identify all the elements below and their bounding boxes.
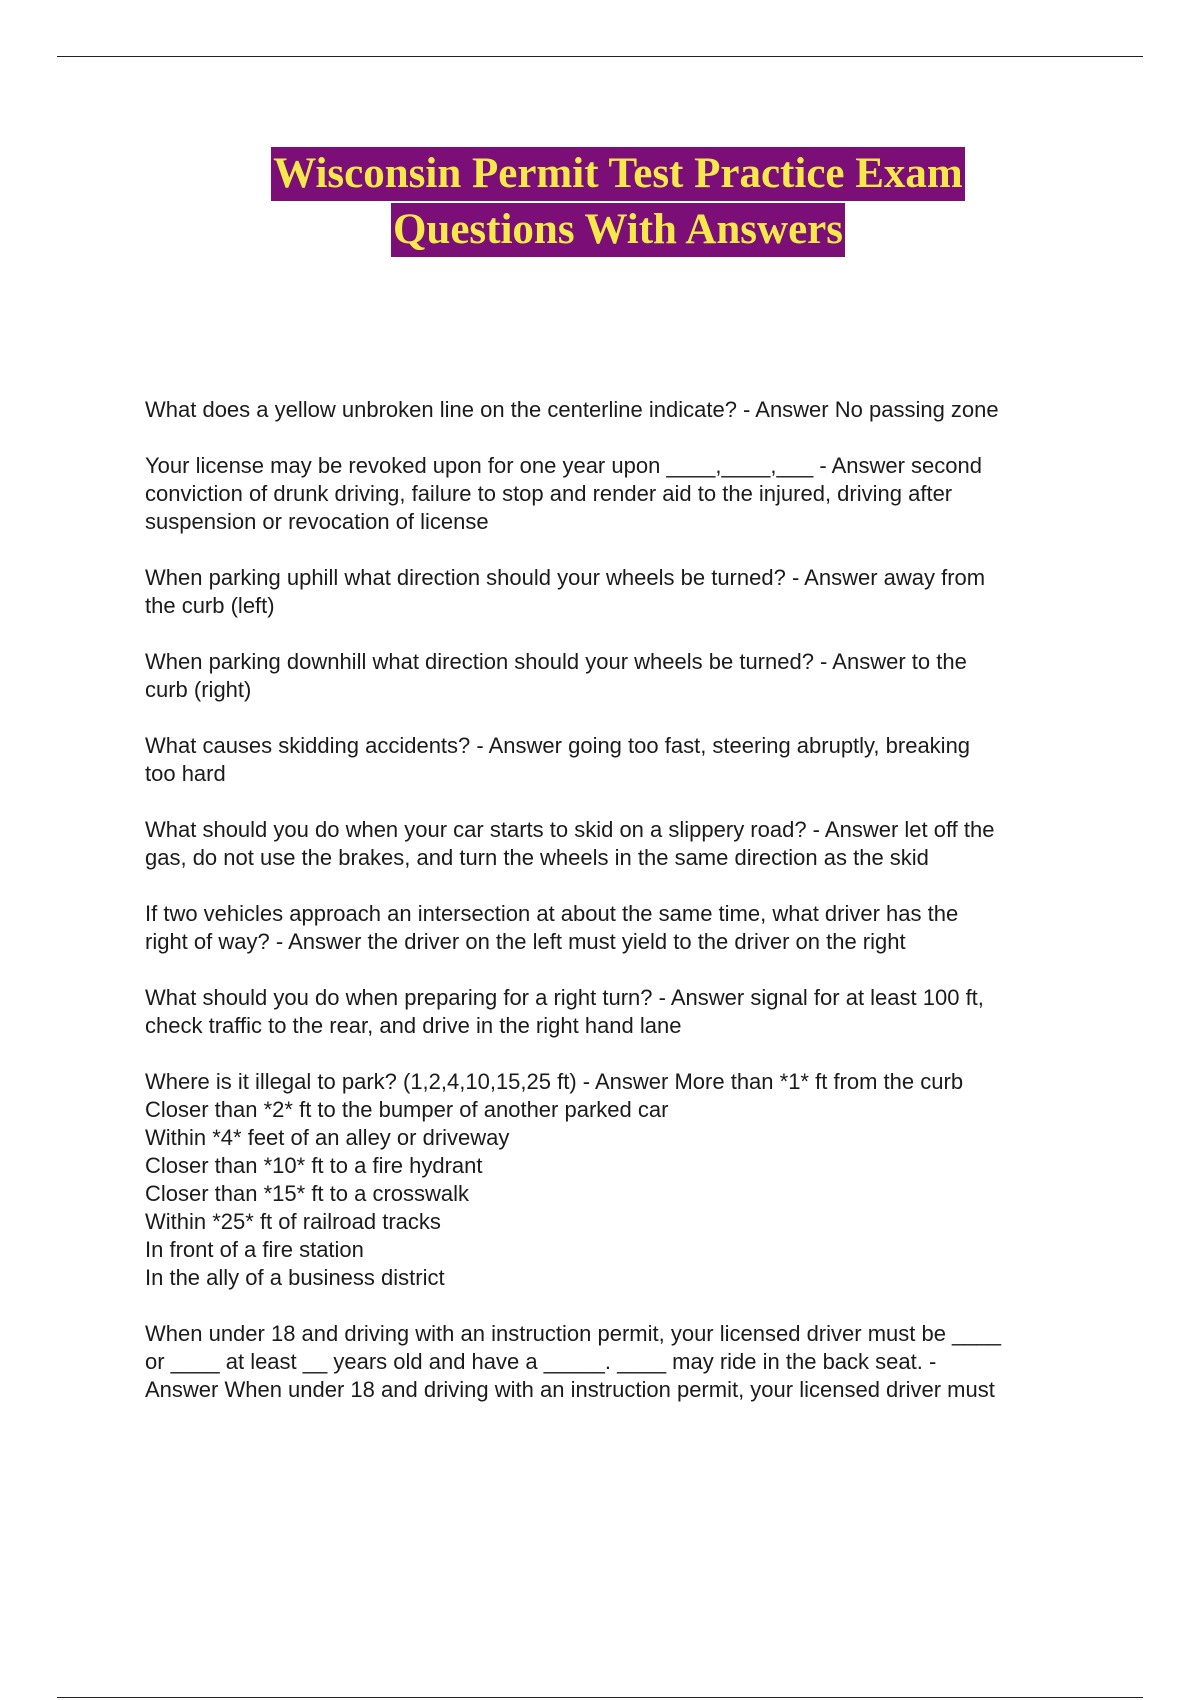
qa-text-line: Closer than *10* ft to a fire hydrant	[145, 1153, 483, 1178]
qa-item	[145, 984, 1095, 1040]
qa-text-line: Within *4* feet of an alley or driveway	[145, 1125, 510, 1150]
qa-text-line: Where is it illegal to park? (1,2,4,10,15,25 ft) - Answer More than *1* ft from the curb	[145, 1069, 964, 1094]
qa-item	[145, 1320, 1095, 1404]
qa-text-line: What does a yellow unbroken line on the centerline indicate? - Answer No passing zone	[145, 397, 999, 422]
qa-text-line: gas, do not use the brakes, and turn the wheels in the same direction as the skid	[145, 845, 929, 870]
qa-item	[145, 648, 1095, 704]
document-title	[0, 146, 1200, 258]
qa-text-line: check traffic to the rear, and drive in the right hand lane	[145, 1013, 682, 1038]
qa-text-line: When under 18 and driving with an instruction permit, your licensed driver must be ____	[145, 1321, 1002, 1346]
qa-text-line: Closer than *2* ft to the bumper of another parked car	[145, 1097, 669, 1122]
qa-text-line: When parking uphill what direction should your wheels be turned? - Answer away from	[145, 565, 986, 590]
qa-text-line: curb (right)	[145, 677, 252, 702]
qa-item	[145, 452, 1095, 536]
qa-text-line: In the ally of a business district	[145, 1265, 445, 1290]
qa-text-line: In front of a fire station	[145, 1237, 364, 1262]
qa-text-line: Answer When under 18 and driving with an instruction permit, your licensed driver must	[145, 1377, 995, 1402]
qa-text-line: Closer than *15* ft to a crosswalk	[145, 1181, 470, 1206]
qa-text-line: Your license may be revoked upon for one year upon ____,____,___ - Answer second	[145, 453, 982, 478]
qa-text-line: When parking downhill what direction should your wheels be turned? - Answer to the	[145, 649, 967, 674]
qa-text-line: too hard	[145, 761, 226, 786]
qa-item	[145, 732, 1095, 788]
qa-text-line: the curb (left)	[145, 593, 275, 618]
qa-text-line: suspension or revocation of license	[145, 509, 489, 534]
qa-item	[145, 900, 1095, 956]
qa-list	[145, 396, 1095, 1432]
top-rule	[57, 56, 1143, 57]
qa-text-line: If two vehicles approach an intersection at about the same time, what driver has the	[145, 901, 959, 926]
qa-item	[145, 816, 1095, 872]
qa-text-line: right of way? - Answer the driver on the left must yield to the driver on the right	[145, 929, 906, 954]
qa-text-line: What should you do when your car starts to skid on a slippery road? - Answer let off the	[145, 817, 995, 842]
title-line-2: Questions With Answers	[391, 203, 845, 257]
qa-text-line: or ____ at least __ years old and have a _____. ____ may ride in the back seat. -	[145, 1349, 937, 1374]
qa-text-line: Within *25* ft of railroad tracks	[145, 1209, 441, 1234]
qa-text-line: What should you do when preparing for a right turn? - Answer signal for at least 100 ft,	[145, 985, 984, 1010]
qa-text-line: conviction of drunk driving, failure to stop and render aid to the injured, driving after	[145, 481, 953, 506]
qa-item	[145, 1068, 1095, 1292]
title-line-1: Wisconsin Permit Test Practice Exam	[271, 147, 965, 201]
qa-text-line: What causes skidding accidents? - Answer going too fast, steering abruptly, breaking	[145, 733, 971, 758]
qa-item	[145, 396, 1095, 424]
bottom-rule	[57, 1697, 1143, 1698]
qa-item	[145, 564, 1095, 620]
